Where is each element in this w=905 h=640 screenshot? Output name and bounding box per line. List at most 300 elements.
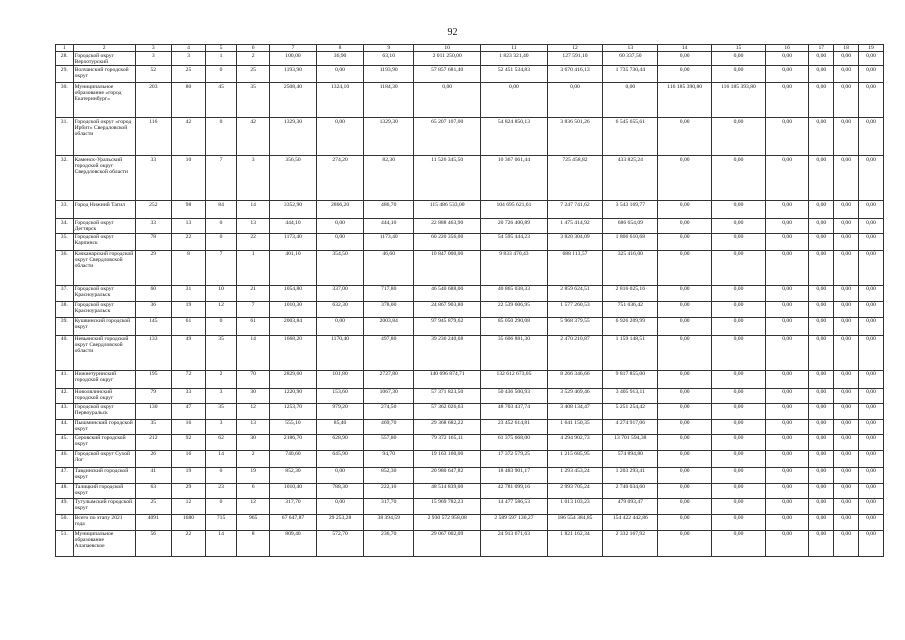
column-header: 9 [364,45,414,52]
table-cell: 0,00 [765,370,808,388]
table-header-row [56,45,884,52]
table-cell: 0,00 [834,219,859,233]
table-cell: 1010,40 [270,483,317,498]
table-cell: 0,00 [712,450,766,467]
table-cell: 0,00 [859,514,884,530]
table-row [56,83,884,118]
table-cell: 725 458,82 [547,156,603,201]
table-cell: 22 888 463,90 [414,219,481,233]
table-row [56,403,884,419]
table-cell: 62 [206,434,237,450]
table-cell: 0,00 [809,317,834,335]
data-table [55,44,884,557]
table-cell: 35 [237,83,270,118]
table-cell: 0,00 [809,450,834,467]
table-cell: 94,70 [364,450,414,467]
table-cell: 116 185 393,80 [712,83,766,118]
table-cell: 0,00 [765,66,808,83]
table-cell: 0,00 [834,285,859,301]
table-row [56,250,884,285]
column-header: 13 [603,45,658,52]
table-cell: 0,00 [712,201,766,219]
table-cell: 7 [206,250,237,285]
table-cell: 0,00 [658,66,712,83]
row-number-cell: 34. [56,219,74,233]
table-row [56,514,884,530]
table-cell: 85 050 290,08 [481,317,547,335]
municipality-name-cell: Невьянский городской округ Свердловской области [73,335,135,370]
table-cell: 0,00 [765,317,808,335]
table-cell: 195 [135,370,171,388]
data-table-wrapper [55,44,884,557]
row-number-cell: 35. [56,233,74,250]
table-cell: 8 [237,530,270,556]
table-cell: 60 [135,285,171,301]
municipality-name-cell: Тугулымский городской округ [73,498,135,514]
table-cell: 788,30 [316,483,364,498]
table-cell: 0,00 [658,233,712,250]
table-cell: 0,00 [765,83,808,118]
table-cell: 54 824 850,13 [481,118,547,156]
table-row [56,66,884,83]
table-cell: 100,00 [270,52,317,66]
table-cell: 0,00 [712,156,766,201]
table-cell: 14 477 586,53 [481,498,547,514]
table-cell: 0,00 [765,450,808,467]
table-cell: 1 641 150,35 [547,419,603,434]
table-cell: 852,30 [364,467,414,483]
table-cell: 2003,84 [364,317,414,335]
table-cell: 0,00 [712,530,766,556]
row-number-cell: 43. [56,403,74,419]
row-number-cell: 49. [56,498,74,514]
municipality-name-cell: Городской округ Первоуральск [73,403,135,419]
table-cell: 42 [171,118,205,156]
table-cell: 115 486 533,00 [414,201,481,219]
table-cell: 63 [135,483,171,498]
table-row [56,52,884,66]
table-cell: 3 [135,52,171,66]
table-cell: 0 [206,317,237,335]
table-cell: 0,00 [809,419,834,434]
table-cell: 23 [206,483,237,498]
table-cell: 0,00 [834,450,859,467]
table-cell: 715 [206,514,237,530]
table-cell: 0,00 [658,156,712,201]
table-cell: 0,00 [712,467,766,483]
table-cell: 29 253,28 [316,514,364,530]
table-cell: 0 [206,219,237,233]
table-cell: 0 [206,66,237,83]
table-cell: 2829,60 [270,370,317,388]
table-cell: 0,00 [658,219,712,233]
row-number-cell: 47. [56,467,74,483]
table-cell: 0,00 [859,434,884,450]
table-cell: 0,00 [765,530,808,556]
table-cell: 0,00 [765,301,808,317]
table-cell: 1170,40 [316,335,364,370]
table-cell: 186 554 384,85 [547,514,603,530]
row-number-cell: 51. [56,530,74,556]
row-number-cell: 36. [56,250,74,285]
table-cell: 0,00 [859,370,884,388]
table-row [56,388,884,403]
table-cell: 0,00 [765,118,808,156]
table-cell: 337,00 [316,285,364,301]
municipality-name-cell: Город Нижний Тагил [73,201,135,219]
table-cell: 9 833 470,43 [481,250,547,285]
table-cell: 274,50 [364,403,414,419]
table-cell: 19 [171,467,205,483]
table-cell: 628,90 [316,434,364,450]
table-cell: 274,20 [316,156,364,201]
table-cell: 378,00 [364,301,414,317]
table-cell: 2 332 167,92 [603,530,658,556]
table-cell: 0,00 [809,66,834,83]
table-cell: 0,00 [765,483,808,498]
table-cell: 38 394,59 [364,514,414,530]
table-cell: 0,00 [809,483,834,498]
table-cell: 46 540 688,00 [414,285,481,301]
table-cell: 979,20 [316,403,364,419]
table-row [56,233,884,250]
municipality-name-cell: Кушвинский городской округ [73,317,135,335]
table-cell: 154 422 442,86 [603,514,658,530]
table-cell: 8 266 346,66 [547,370,603,388]
column-header: 14 [658,45,712,52]
column-header: 15 [712,45,766,52]
table-cell: 0,00 [859,403,884,419]
municipality-name-cell: Городской округ Сухой Лог [73,450,135,467]
table-cell: 2727,80 [364,370,414,388]
table-cell: 0,00 [765,250,808,285]
column-header: 5 [206,45,237,52]
table-cell: 740,60 [270,450,317,467]
table-cell: 0,00 [316,467,364,483]
table-cell: 0,00 [809,83,834,118]
table-cell: 0,00 [658,335,712,370]
table-cell: 61 375 668,00 [481,434,547,450]
table-cell: 0,00 [712,434,766,450]
table-cell: 70 [237,370,270,388]
table-cell: 0,00 [809,514,834,530]
table-row [56,530,884,556]
table-cell: 0,00 [658,530,712,556]
table-row [56,335,884,370]
row-number-cell: 45. [56,434,74,450]
table-cell: 36 [135,301,171,317]
municipality-name-cell: Талицкий городской округ [73,483,135,498]
table-cell: 11 526 345,50 [414,156,481,201]
table-cell: 1067,30 [364,388,414,403]
table-cell: 0,00 [658,118,712,156]
table-cell: 7 [206,156,237,201]
table-cell: 486,70 [364,201,414,219]
table-cell: 25 [135,498,171,514]
table-cell: 54 595 444,23 [481,233,547,250]
table-cell: 20 980 647,82 [414,467,481,483]
table-cell: 79 [135,388,171,403]
table-cell: 0,00 [834,52,859,66]
table-cell: 325 416,00 [603,250,658,285]
table-cell: 0,00 [809,233,834,250]
table-cell: 41 [135,467,171,483]
table-cell: 42 781 099,16 [481,483,547,498]
table-cell: 555,10 [270,419,317,434]
column-header: 17 [809,45,834,52]
table-cell: 0,00 [712,419,766,434]
table-cell: 252 [135,201,171,219]
municipality-name-cell: Пышминский городской округ [73,419,135,434]
table-cell: 12 [237,498,270,514]
table-cell: 0,00 [834,250,859,285]
table-cell: 356,50 [270,156,317,201]
table-cell: 0,00 [712,370,766,388]
table-cell: 79 372 165,11 [414,434,481,450]
table-row [56,285,884,301]
table-cell: 0,00 [834,498,859,514]
municipality-name-cell: Городской округ Дегтярск [73,219,135,233]
table-body [56,52,884,556]
table-cell: 0,00 [414,83,481,118]
table-cell: 0,00 [809,250,834,285]
row-number-cell: 32. [56,156,74,201]
table-cell: 29 368 682,22 [414,419,481,434]
row-number-cell: 42. [56,388,74,403]
table-cell: 19 163 160,00 [414,450,481,467]
table-cell: 0,00 [316,219,364,233]
table-cell: 0,00 [316,118,364,156]
table-cell: 0,00 [765,514,808,530]
municipality-name-cell: Городской округ Красноуральск [73,301,135,317]
table-cell: 4 294 902,73 [547,434,603,450]
table-cell: 3 [206,419,237,434]
table-cell: 2003,84 [270,317,317,335]
table-cell: 1173,40 [364,233,414,250]
table-cell: 1 013 103,23 [547,498,603,514]
table-cell: 35 [135,419,171,434]
table-cell: 14 [237,201,270,219]
table-cell: 0,00 [859,483,884,498]
table-cell: 0,00 [809,118,834,156]
table-cell: 0,00 [712,388,766,403]
table-cell: 0,00 [859,66,884,83]
table-cell: 2 [237,52,270,66]
table-cell: 686 654,09 [603,219,658,233]
table-cell: 52 [135,66,171,83]
table-cell: 30 [237,388,270,403]
table-cell: 0,00 [834,301,859,317]
table-cell: 0,00 [712,335,766,370]
table-cell: 0,00 [603,83,658,118]
table-cell: 0,00 [712,301,766,317]
table-cell: 222,10 [364,483,414,498]
table-cell: 4091 [135,514,171,530]
table-cell: 57 371 823,50 [414,388,481,403]
municipality-name-cell: Волчанский городской округ [73,66,135,83]
table-cell: 354,50 [316,250,364,285]
municipality-name-cell: Каменск-Уральский городской округ Свердловской области [73,156,135,201]
table-row [56,219,884,233]
table-cell: 0,00 [859,419,884,434]
table-cell: 0,00 [658,250,712,285]
table-cell: 0,00 [859,118,884,156]
table-cell: 0,00 [859,156,884,201]
table-cell: 25 [171,66,205,83]
table-cell: 0,00 [834,201,859,219]
table-cell: 0,00 [859,388,884,403]
table-cell: 1 475 414,92 [547,219,603,233]
table-cell: 13 701 594,38 [603,434,658,450]
table-cell: 0,00 [859,250,884,285]
table-cell: 444,10 [270,219,317,233]
table-cell: 18 483 901,17 [481,467,547,483]
table-cell: 0,00 [712,514,766,530]
table-cell: 0,00 [712,52,766,66]
table-row [56,498,884,514]
table-cell: 1 577 260,53 [547,301,603,317]
table-cell: 497,80 [364,335,414,370]
table-cell: 35 [206,403,237,419]
table-cell: 16 [171,450,205,467]
table-cell: 56 [135,530,171,556]
table-cell: 116 [135,118,171,156]
table-cell: 24 867 903,80 [414,301,481,317]
table-cell: 10 367 061,44 [481,156,547,201]
municipality-name-cell: Качканарский городской округ Свердловской области [73,250,135,285]
table-cell: 22 [237,233,270,250]
table-cell: 82,30 [364,156,414,201]
table-cell: 2 [237,450,270,467]
table-row [56,434,884,450]
table-cell: 61 [237,317,270,335]
table-cell: 12 [237,403,270,419]
table-cell: 0,00 [712,403,766,419]
table-cell: 23 452 614,81 [481,419,547,434]
table-cell: 21 [237,285,270,301]
table-cell: 0,00 [809,498,834,514]
table-cell: 116 185 390,80 [658,83,712,118]
table-row [56,419,884,434]
table-cell: 0,00 [658,301,712,317]
table-cell: 0,00 [481,83,547,118]
table-cell: 78 [135,233,171,250]
table-cell: 30 [237,434,270,450]
table-cell: 14 [237,335,270,370]
municipality-name-cell: Серовский городской округ [73,434,135,450]
table-cell: 479 093,47 [603,498,658,514]
table-cell: 203 [135,83,171,118]
table-cell: 0,00 [658,483,712,498]
table-cell: 0,00 [547,83,603,118]
table-cell: 0,00 [765,434,808,450]
table-cell: 46,60 [364,250,414,285]
table-cell: 36,90 [316,52,364,66]
table-cell: 0,00 [658,370,712,388]
table-cell: 0,00 [765,233,808,250]
table-cell: 317,70 [364,498,414,514]
table-cell: 0,00 [834,483,859,498]
table-cell: 132 612 673,05 [481,370,547,388]
table-cell: 645,90 [316,450,364,467]
table-cell: 7 247 741,62 [547,201,603,219]
table-cell: 0,00 [765,498,808,514]
table-cell: 0,00 [809,530,834,556]
table-cell: 1 821 162,34 [547,530,603,556]
column-header: 2 [73,45,135,52]
table-cell: 145 [135,317,171,335]
table-cell: 10 [206,285,237,301]
table-cell: 22 [171,233,205,250]
table-cell: 33 [171,388,205,403]
table-cell: 0,00 [859,498,884,514]
municipality-name-cell: Всего по этапу 2021 года [73,514,135,530]
table-cell: 0 [206,118,237,156]
table-cell: 25 [237,66,270,83]
table-cell: 0,00 [658,514,712,530]
table-cell: 1 [206,52,237,66]
table-cell: 48 703 437,74 [481,403,547,419]
table-cell: 3 405 913,11 [603,388,658,403]
table-cell: 0,00 [859,530,884,556]
table-cell: 2186,70 [270,434,317,450]
table-cell: 6 [237,483,270,498]
table-cell: 104 695 621,61 [481,201,547,219]
table-cell: 574 894,80 [603,450,658,467]
table-cell: 0,00 [834,233,859,250]
table-cell: 0,00 [859,201,884,219]
table-cell: 1 159 148,51 [603,335,658,370]
table-cell: 0,00 [859,233,884,250]
municipality-name-cell: Нижнетуринский городской округ [73,370,135,388]
column-header: 12 [547,45,603,52]
table-cell: 12 [171,498,205,514]
table-cell: 13 [237,419,270,434]
table-cell: 8 [171,250,205,285]
table-cell: 1220,90 [270,388,317,403]
row-number-cell: 48. [56,483,74,498]
table-cell: 0,00 [859,467,884,483]
table-cell: 45 [206,83,237,118]
table-cell: 3 836 501,26 [547,118,603,156]
table-cell: 0,00 [809,467,834,483]
table-cell: 40 865 038,33 [481,285,547,301]
table-cell: 29 [135,250,171,285]
table-cell: 2 816 025,16 [603,285,658,301]
table-cell: 469,70 [364,419,414,434]
table-cell: 0,00 [712,118,766,156]
column-header: 11 [481,45,547,52]
table-cell: 0,00 [316,317,364,335]
table-cell: 0,00 [834,388,859,403]
table-cell: 236,70 [364,530,414,556]
table-cell: 717,80 [364,285,414,301]
table-cell: 688 113,57 [547,250,603,285]
table-cell: 433 825,24 [603,156,658,201]
table-cell: 19 [237,467,270,483]
table-cell: 0,00 [859,450,884,467]
table-cell: 15 969 782,23 [414,498,481,514]
table-cell: 0,00 [658,467,712,483]
table-cell: 80 [171,83,205,118]
table-cell: 12 [206,301,237,317]
table-cell: 6 545 655,61 [603,118,658,156]
table-cell: 572,70 [316,530,364,556]
table-cell: 0,00 [712,498,766,514]
table-cell: 22 [171,530,205,556]
column-header: 10 [414,45,481,52]
table-cell: 0,00 [834,335,859,370]
